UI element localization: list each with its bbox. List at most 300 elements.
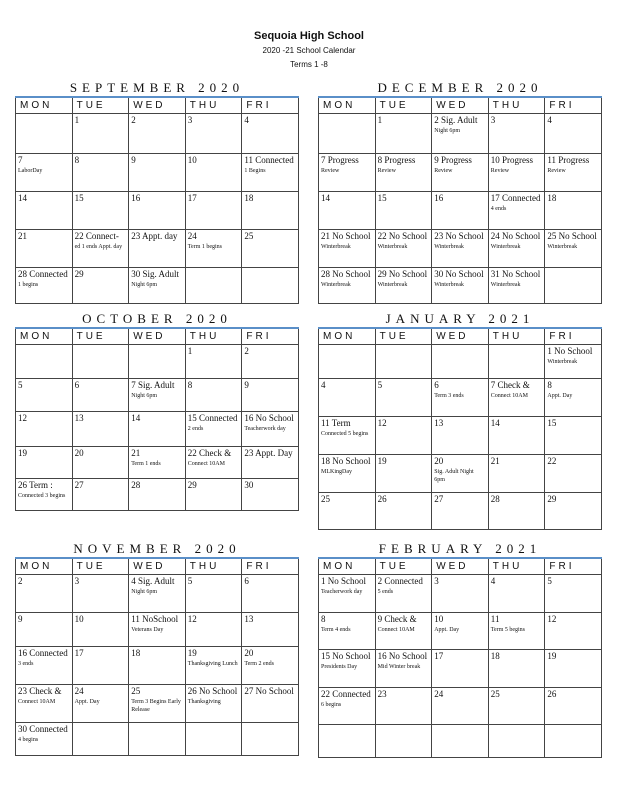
day-number: 22 Connect- <box>74 231 119 241</box>
day-cell <box>432 268 489 304</box>
week-row <box>319 268 602 304</box>
day-event: Review <box>547 168 566 174</box>
day-number: 22 Check & <box>187 448 232 458</box>
day-number: 7 Check & <box>490 380 530 390</box>
day-number: 19 <box>187 648 197 658</box>
day-number: 14 <box>131 413 141 423</box>
day-cell <box>242 268 299 304</box>
day-cell <box>488 114 545 154</box>
day-number: 30 Sig. Adult <box>131 269 179 279</box>
weekday-header: MON <box>319 328 376 345</box>
day-number: 11 NoSchool <box>131 614 179 624</box>
day-cell <box>545 725 602 758</box>
day-cell <box>242 575 299 613</box>
day-number: 5 <box>377 380 383 390</box>
school-name: Sequoia High School <box>253 30 364 42</box>
day-cell <box>488 650 545 688</box>
day-number: 5 <box>547 576 552 586</box>
day-cell <box>488 192 545 230</box>
day-event: Term 2 ends <box>244 661 274 667</box>
day-cell <box>375 493 432 530</box>
day-number: 16 Connected <box>18 648 68 658</box>
week-row <box>319 575 602 613</box>
day-cell <box>185 647 242 685</box>
day-number: 24 <box>74 686 84 696</box>
day-number: 17 <box>434 651 444 661</box>
day-number: 30 <box>244 480 254 490</box>
week-row <box>319 154 602 192</box>
day-cell <box>242 345 299 379</box>
day-cell <box>16 613 73 647</box>
week-row <box>16 154 299 192</box>
day-cell <box>545 688 602 725</box>
day-number: 15 No School <box>321 651 371 661</box>
day-event: Winterbreak <box>377 282 408 288</box>
day-number: 22 No School <box>377 231 428 241</box>
day-cell <box>129 268 186 304</box>
day-cell <box>375 725 432 758</box>
day-number: 8 <box>321 614 326 624</box>
day-number: 9 <box>131 155 136 165</box>
week-row <box>319 688 602 725</box>
day-number: 12 <box>377 418 387 428</box>
day-number: 8 <box>187 380 193 390</box>
day-cell <box>375 688 432 725</box>
day-cell <box>488 493 545 530</box>
day-cell <box>242 154 299 192</box>
day-number: 23 Check & <box>18 686 62 696</box>
day-event: Presidents Day <box>321 664 358 670</box>
week-row <box>16 575 299 613</box>
day-number: 16 No School <box>244 413 294 423</box>
weekday-header: THU <box>185 558 242 575</box>
month-title: OCTOBER 2020 <box>82 311 232 326</box>
day-number: 9 <box>18 614 23 624</box>
day-event: 1 begins <box>18 282 39 288</box>
day-event: Winterbreak <box>490 244 521 250</box>
day-number: 18 <box>244 193 254 203</box>
day-number: 12 <box>18 413 27 423</box>
day-cell <box>242 230 299 268</box>
day-number: 29 <box>547 494 557 504</box>
day-cell <box>185 447 242 479</box>
day-event: Night 6pm <box>131 589 158 595</box>
day-event: Connected 5 begins <box>321 431 369 437</box>
day-cell <box>242 685 299 723</box>
day-number: 27 <box>74 480 84 490</box>
day-number: 31 No School <box>490 269 541 279</box>
day-cell <box>185 613 242 647</box>
day-number: 18 <box>131 648 141 658</box>
day-number: 1 <box>74 115 80 125</box>
day-cell <box>545 268 602 304</box>
weekday-header: MON <box>319 558 376 575</box>
day-cell <box>72 412 129 447</box>
day-number: 6 <box>244 576 249 586</box>
day-cell <box>432 154 489 192</box>
day-cell <box>72 345 129 379</box>
day-cell <box>375 613 432 650</box>
week-row <box>16 613 299 647</box>
day-cell <box>72 192 129 230</box>
day-number: 6 <box>434 380 439 390</box>
month-title: SEPTEMBER 2020 <box>69 80 245 95</box>
day-number: 22 Connected <box>321 689 371 699</box>
day-number: 18 <box>547 193 557 203</box>
day-cell <box>488 268 545 304</box>
day-number: 10 <box>187 155 197 165</box>
day-number: 24 <box>187 231 197 241</box>
weekday-header: THU <box>185 97 242 114</box>
day-number: 9 Progress <box>434 155 472 165</box>
day-cell <box>432 613 489 650</box>
day-number: 11 Connected <box>244 155 294 165</box>
day-cell <box>319 688 376 725</box>
week-row <box>16 268 299 304</box>
day-cell <box>319 493 376 530</box>
day-number: 13 <box>244 614 254 624</box>
day-cell <box>488 154 545 192</box>
week-row <box>16 379 299 412</box>
day-event: Winterbreak <box>547 244 578 250</box>
week-row <box>319 114 602 154</box>
day-cell <box>185 154 242 192</box>
day-cell <box>16 268 73 304</box>
day-cell <box>242 114 299 154</box>
day-number: 17 Connected <box>490 193 541 203</box>
day-number: 16 <box>131 193 141 203</box>
day-event: Connected 3 begins <box>18 493 66 499</box>
day-cell <box>375 230 432 268</box>
day-number: 3 <box>74 576 80 586</box>
day-event: Thanksgiving <box>187 699 221 705</box>
week-row <box>319 613 602 650</box>
weekday-header: TUE <box>375 328 432 345</box>
day-event: Appt. Day <box>434 627 460 633</box>
weekday-header: FRI <box>545 328 602 345</box>
day-cell <box>185 685 242 723</box>
calendar-grid <box>318 96 602 304</box>
day-event: Term 5 begins <box>490 627 526 633</box>
weekday-header: THU <box>488 328 545 345</box>
day-number: 23 Appt. Day <box>244 448 293 458</box>
week-row <box>319 417 602 455</box>
day-number: 2 <box>244 346 249 356</box>
day-number: 3 <box>490 115 496 125</box>
day-cell <box>242 647 299 685</box>
day-number: 14 <box>490 418 500 428</box>
day-cell <box>375 154 432 192</box>
day-number: 14 <box>321 193 330 203</box>
day-number: 10 Progress <box>490 155 534 165</box>
day-cell <box>242 447 299 479</box>
day-number: 11 Progress <box>547 155 590 165</box>
day-cell <box>432 230 489 268</box>
day-number: 25 <box>131 686 141 696</box>
day-number: 7 Sig. Adult <box>131 380 175 390</box>
day-event: Term 1 begins <box>187 244 223 250</box>
day-number: 26 <box>547 689 557 699</box>
day-cell <box>375 417 432 455</box>
day-number: 19 <box>377 456 387 466</box>
week-row <box>16 192 299 230</box>
day-number: 10 <box>434 614 444 624</box>
calendar-grid <box>318 327 602 530</box>
day-number: 4 Sig. Adult <box>131 576 175 586</box>
month-january <box>318 311 602 530</box>
day-number: 29 No School <box>377 269 428 279</box>
day-number: 18 No School <box>321 456 371 466</box>
day-number: 25 <box>244 231 254 241</box>
day-number: 1 <box>377 115 383 125</box>
day-cell <box>375 650 432 688</box>
day-cell <box>72 114 129 154</box>
day-cell <box>545 455 602 493</box>
day-number: 24 <box>434 689 444 699</box>
day-number: 21 <box>490 456 500 466</box>
day-cell <box>72 230 129 268</box>
weekday-header: WED <box>432 558 489 575</box>
day-cell <box>545 575 602 613</box>
day-number: 8 <box>547 380 552 390</box>
day-number: 23 Appt. day <box>131 231 178 241</box>
day-number: 1 No School <box>547 346 593 356</box>
day-number: 8 Progress <box>377 155 416 165</box>
day-number: 23 <box>377 689 387 699</box>
weekday-header: TUE <box>72 328 129 345</box>
day-cell <box>545 613 602 650</box>
day-number: 21 <box>18 231 27 241</box>
day-event: Review <box>490 168 510 174</box>
day-cell <box>16 575 73 613</box>
day-cell <box>242 192 299 230</box>
day-cell <box>375 575 432 613</box>
day-cell <box>242 613 299 647</box>
month-title: DECEMBER 2020 <box>377 80 543 95</box>
day-number: 28 Connected <box>18 269 68 279</box>
day-cell <box>319 575 376 613</box>
calendar-grid <box>318 557 602 758</box>
day-cell <box>432 379 489 417</box>
day-cell <box>432 345 489 379</box>
week-row <box>16 447 299 479</box>
day-cell <box>432 455 489 493</box>
day-cell <box>185 268 242 304</box>
day-event: Veterans Day <box>131 627 164 633</box>
day-event: Winterbreak <box>547 359 578 365</box>
weekday-header: FRI <box>242 328 299 345</box>
day-cell <box>16 345 73 379</box>
day-event: 3 ends <box>18 661 34 667</box>
day-cell <box>375 192 432 230</box>
week-row <box>319 230 602 268</box>
day-event: ed 1 ends Appt. day <box>74 244 123 250</box>
day-number: 5 <box>18 380 23 390</box>
day-cell <box>375 345 432 379</box>
day-cell <box>488 688 545 725</box>
day-cell <box>488 230 545 268</box>
day-cell <box>432 114 489 154</box>
day-cell <box>72 723 129 756</box>
day-number: 21 No School <box>321 231 371 241</box>
day-event: 4 begins <box>18 737 39 743</box>
day-number: 30 Connected <box>18 724 68 734</box>
week-row <box>319 379 602 417</box>
day-cell <box>16 647 73 685</box>
day-event: 2 ends <box>187 426 204 432</box>
day-cell <box>185 412 242 447</box>
day-cell <box>432 575 489 613</box>
weekday-header: TUE <box>375 97 432 114</box>
weekday-header: WED <box>129 97 186 114</box>
day-event: Sig. Adult Night 6pm <box>434 469 474 483</box>
day-number: 28 <box>490 494 500 504</box>
day-number: 25 <box>321 494 330 504</box>
day-cell <box>319 417 376 455</box>
week-row <box>16 647 299 685</box>
day-number: 14 <box>18 193 27 203</box>
day-number: 2 <box>18 576 23 586</box>
day-cell <box>432 688 489 725</box>
day-cell <box>129 575 186 613</box>
day-number: 26 No School <box>187 686 238 696</box>
day-number: 9 Check & <box>377 614 417 624</box>
day-number: 12 <box>547 614 557 624</box>
day-cell <box>129 192 186 230</box>
day-number: 1 No School <box>321 576 366 586</box>
day-cell <box>488 725 545 758</box>
day-event: Term 4 ends <box>321 627 351 633</box>
day-number: 17 <box>74 648 84 658</box>
day-number: 25 No School <box>547 231 597 241</box>
day-cell <box>545 192 602 230</box>
day-cell <box>72 447 129 479</box>
day-cell <box>319 154 376 192</box>
day-number: 2 Connected <box>377 576 423 586</box>
day-cell <box>129 723 186 756</box>
day-cell <box>242 412 299 447</box>
day-number: 11 Term <box>321 418 351 428</box>
day-cell <box>16 723 73 756</box>
day-number: 15 <box>377 193 387 203</box>
day-event: Winterbreak <box>377 244 408 250</box>
day-number: 26 Term : <box>18 480 53 490</box>
day-cell <box>129 154 186 192</box>
day-number: 18 <box>490 651 500 661</box>
weekday-header: THU <box>488 558 545 575</box>
weekday-header: MON <box>319 97 376 114</box>
day-cell <box>16 192 73 230</box>
day-number: 12 <box>187 614 197 624</box>
day-cell <box>545 417 602 455</box>
day-event: Term 1 ends <box>131 461 161 467</box>
week-row <box>319 493 602 530</box>
day-cell <box>129 345 186 379</box>
day-event: MLKingDay <box>321 469 352 475</box>
day-cell <box>185 723 242 756</box>
day-number: 20 <box>74 448 84 458</box>
month-title: NOVEMBER 2020 <box>73 541 241 556</box>
day-number: 1 <box>187 346 193 356</box>
day-cell <box>129 114 186 154</box>
month-title: JANUARY 2021 <box>385 311 535 326</box>
day-cell <box>319 114 376 154</box>
day-number: 29 <box>74 269 84 279</box>
month-october <box>15 311 299 511</box>
day-cell <box>545 379 602 417</box>
day-event: 4 ends <box>490 206 507 212</box>
day-event: 6 begins <box>321 702 342 708</box>
day-cell <box>432 650 489 688</box>
week-row <box>319 192 602 230</box>
week-row <box>16 345 299 379</box>
day-event: Teacherwork day <box>321 589 363 595</box>
day-cell <box>319 650 376 688</box>
day-event: 1 Begins <box>244 168 266 174</box>
day-cell <box>185 379 242 412</box>
day-cell <box>129 412 186 447</box>
day-cell <box>545 114 602 154</box>
day-number: 11 <box>490 614 500 624</box>
day-event: Connect 10AM <box>490 393 528 399</box>
day-cell <box>319 379 376 417</box>
day-cell <box>185 345 242 379</box>
weekday-header: THU <box>185 328 242 345</box>
day-cell <box>488 613 545 650</box>
day-cell <box>545 650 602 688</box>
day-cell <box>16 447 73 479</box>
day-cell <box>545 154 602 192</box>
day-cell <box>432 417 489 455</box>
day-number: 6 <box>74 380 80 390</box>
day-number: 2 Sig. Adult <box>434 115 478 125</box>
day-cell <box>72 613 129 647</box>
day-cell <box>16 685 73 723</box>
weekday-header: FRI <box>242 558 299 575</box>
week-row <box>16 230 299 268</box>
day-cell <box>319 725 376 758</box>
day-cell <box>488 455 545 493</box>
day-cell <box>16 114 73 154</box>
day-number: 4 <box>244 115 249 125</box>
day-cell <box>129 613 186 647</box>
day-event: Review <box>321 168 340 174</box>
day-cell <box>375 268 432 304</box>
month-september <box>15 80 299 304</box>
day-number: 16 No School <box>377 651 428 661</box>
day-cell <box>16 479 73 511</box>
day-cell <box>129 230 186 268</box>
day-cell <box>185 114 242 154</box>
day-event: Winterbreak <box>321 282 351 288</box>
day-event: Winterbreak <box>321 244 351 250</box>
day-cell <box>432 493 489 530</box>
day-cell <box>375 379 432 417</box>
day-number: 23 No School <box>434 231 484 241</box>
day-event: Connect 10AM <box>18 699 56 705</box>
day-number: 10 <box>74 614 84 624</box>
week-row <box>319 650 602 688</box>
weekday-header: TUE <box>72 558 129 575</box>
day-cell <box>16 412 73 447</box>
day-number: 26 <box>377 494 387 504</box>
day-cell <box>319 268 376 304</box>
day-cell <box>545 230 602 268</box>
weekday-header: MON <box>16 558 73 575</box>
day-number: 28 No School <box>321 269 371 279</box>
day-number: 25 <box>490 689 500 699</box>
day-cell <box>488 417 545 455</box>
